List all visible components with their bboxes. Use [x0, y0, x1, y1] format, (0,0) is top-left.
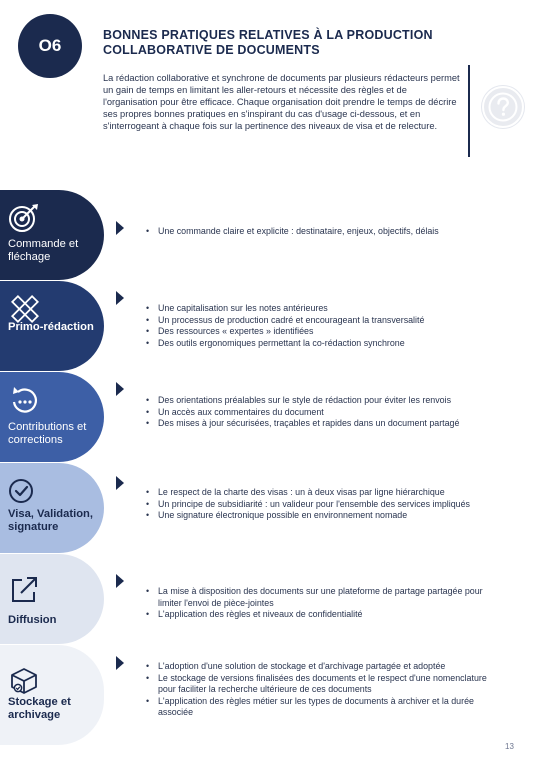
page-title: BONNES PRATIQUES RELATIVES À LA PRODUCTION COLLABORATIVE DE DOCUMENTS [103, 28, 433, 57]
step-label: Commande et fléchage [8, 238, 79, 263]
step-visa-validation [0, 463, 540, 555]
list-item: • L'application des règles métier sur les types de documents à archiver et la durée associée [146, 696, 496, 719]
page-number: 13 [505, 742, 514, 751]
external-link-icon [8, 574, 40, 606]
step-tab [0, 372, 104, 462]
list-item: • Un principe de subsidiarité : un valideur pour l'ensemble des services impliqués [146, 499, 496, 511]
refresh-dots-icon [8, 384, 40, 416]
list-item: • Le stockage de versions finalisées des documents et le respect d'une nomenclature pour faciliter la recherche ultérieure de ces documents [146, 673, 496, 696]
section-number: O6 [38, 36, 62, 55]
step-arrow [116, 291, 124, 305]
step-items [146, 661, 496, 719]
step-commande [0, 190, 540, 282]
vertical-divider [468, 65, 470, 157]
step-label: Contributions et corrections [8, 421, 87, 446]
list-item: • Une capitalisation sur les notes antérieures [146, 303, 496, 315]
step-arrow [116, 221, 124, 235]
step-items [146, 395, 496, 430]
list-item: • Des ressources « expertes » identifiées [146, 326, 496, 338]
step-tab [0, 554, 104, 644]
step-arrow [116, 574, 124, 588]
list-item: • Des mises à jour sécurisées, traçables et rapides dans un document partagé [146, 418, 496, 430]
list-item: • Une signature électronique possible en environnement nomade [146, 510, 496, 522]
step-items [146, 303, 496, 349]
step-arrow [116, 476, 124, 490]
step-label: Diffusion [8, 614, 57, 626]
section-badge [18, 14, 82, 78]
list-item: • Une commande claire et explicite : destinataire, enjeux, objectifs, délais [146, 226, 496, 238]
intro-paragraph: La rédaction collaborative et synchrone de documents par plusieurs rédacteurs permet un gain de temps en limitant les aller-retours et nécessite des règles et de l'organisation pour être efficace. Chaque organisation doit prendre le temps de décrire ses propres bonnes pratiques en s'inspirant du cas d'usage ci-dessous, et en s'interrogeant à chaque fois sur la pertinence des niveaux de visa et de relecture. [103, 73, 460, 131]
list-item: • Un accès aux commentaires du document [146, 407, 496, 419]
step-items [146, 487, 496, 522]
step-stockage [0, 645, 540, 737]
target-icon [8, 202, 40, 234]
step-tab [0, 190, 104, 280]
step-items [146, 226, 496, 238]
step-label: Primo-rédaction [8, 321, 94, 333]
step-label: Visa, Validation, signature [8, 508, 93, 533]
step-tab [0, 645, 104, 745]
question-mark-icon [482, 86, 524, 128]
list-item: • L'adoption d'une solution de stockage et d'archivage partagée et adoptée [146, 661, 496, 673]
step-tab [0, 281, 104, 371]
archive-box-icon [8, 665, 40, 697]
list-item: • Le respect de la charte des visas : un à deux visas par ligne hiérarchique [146, 487, 496, 499]
step-contributions [0, 372, 540, 464]
list-item: • Un processus de production cadré et encourageant la transversalité [146, 315, 496, 327]
list-item: • La mise à disposition des documents sur une plateforme de partage partagée pour limiter l'envoi de pièce-jointes [146, 586, 496, 609]
step-label: Stockage et archivage [8, 696, 71, 721]
step-primo-redaction [0, 281, 540, 373]
step-diffusion [0, 554, 540, 646]
step-arrow [116, 382, 124, 396]
list-item: • Des orientations préalables sur le style de rédaction pour éviter les renvois [146, 395, 496, 407]
list-item: • Des outils ergonomiques permettant la co-rédaction synchrone [146, 338, 496, 350]
list-item: • L'application des règles et niveaux de confidentialité [146, 609, 496, 621]
step-tab [0, 463, 104, 553]
step-items [146, 586, 496, 621]
step-arrow [116, 656, 124, 670]
check-circle-icon [8, 475, 40, 507]
